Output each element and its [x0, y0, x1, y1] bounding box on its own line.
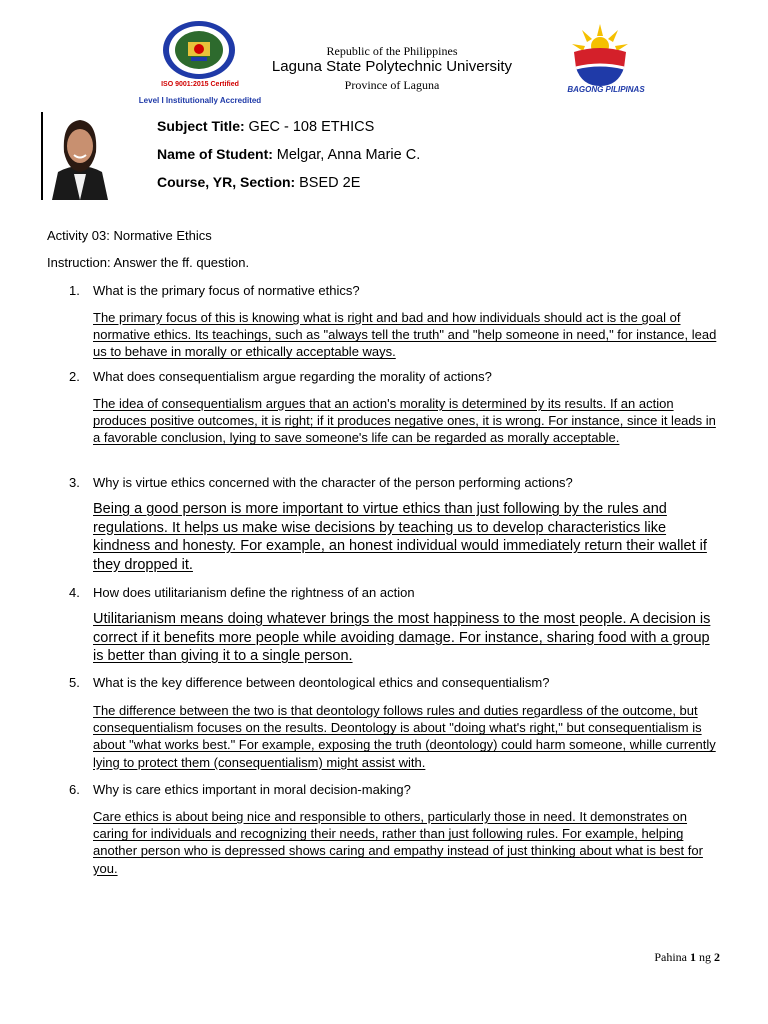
question-number: 6. — [69, 782, 80, 797]
course-label: Course, YR, Section: — [157, 174, 296, 190]
activity-title: Activity 03: Normative Ethics — [47, 228, 212, 243]
page-middle: ng — [699, 950, 711, 964]
answer-text: Utilitarianism means doing whatever brings the most happiness to the most people. A decision is correct if it benefits more people while avoiding damage. For instance, sharing food with a group is better than giving it to a single person. — [93, 611, 711, 664]
province-label: Province of Laguna — [344, 78, 440, 92]
photo-border — [41, 112, 43, 200]
question-text: How does utilitarianism define the rightness of an action — [93, 585, 415, 600]
name-label: Name of Student: — [157, 146, 273, 162]
name-value: Melgar, Anna Marie C. — [276, 147, 421, 163]
page-current: 1 — [690, 950, 696, 964]
question-text: What is the key difference between deontological ethics and consequentialism? — [93, 675, 550, 690]
accreditation-label: Level I Institutionally Accredited — [138, 96, 262, 105]
subject-value: GEC - 108 ETHICS — [248, 119, 375, 135]
question-number: 1. — [69, 283, 80, 298]
bagong-pilipinas-text: BAGONG PILIPINAS — [567, 85, 645, 94]
question-text: Why is care ethics important in moral decision-making? — [93, 782, 411, 797]
university-name: Laguna State Polytechnic University — [271, 58, 513, 75]
question-number: 4. — [69, 585, 80, 600]
answer-text: The idea of consequentialism argues that an action's morality is determined by its results. If an action produces positive outcomes, it is right; if it produces negative ones, it is wrong. For instance, since it leads in a favorable conclusion, lying to save someone's life can be regarded as morally acceptable. — [93, 396, 716, 446]
question-number: 3. — [69, 475, 80, 490]
instruction-text: Instruction: Answer the ff. question. — [47, 255, 250, 270]
answer-text: Care ethics is about being nice and responsible to others, particularly those in need. It demonstrates on caring for individuals and recognizing their needs, rather than just following rules. For example, helping another person who is depressed shows caring and empathy instead of just thinking about what is best for you. — [93, 809, 703, 876]
republic-label: Republic of the Philippines — [326, 44, 458, 58]
page-prefix: Pahina — [654, 950, 687, 964]
page-total: 2 — [714, 950, 720, 964]
page-number — [654, 950, 720, 965]
question-text: Why is virtue ethics concerned with the character of the person performing actions? — [93, 475, 573, 490]
question-number: 2. — [69, 369, 80, 384]
lspu-seal — [158, 20, 240, 80]
question-text: What is the primary focus of normative ethics? — [93, 283, 360, 298]
answer-text: The difference between the two is that deontology follows rules and duties regardless of the outcome, but consequentialism focuses on the results. Deontology is about "doing what's right," but consequentialism is about "what works best." For example, exposing the truth (deontology) could harm someone, whille currently lying to protect them (consequentialism) might assist with. — [93, 703, 716, 770]
name-row — [157, 146, 420, 163]
iso-certification: ISO 9001:2015 Certified — [161, 81, 239, 88]
question-text: What does consequentialism argue regarding the morality of actions? — [93, 369, 492, 384]
answer-text: The primary focus of this is knowing what is right and bad and how individuals should act is the goal of normative ethics. Its teachings, such as "always tell the truth" and "help someone in need," for instance, lead us to behave in morally or ethically acceptable ways. — [93, 310, 717, 360]
course-value: BSED 2E — [299, 175, 361, 191]
course-row — [157, 174, 360, 191]
answer-text: Being a good person is more important to virtue ethics than just following by the rules and regulations. It helps us make wise decisions by teaching us to develop characteristics like kindness and honesty. For example, an honest individual would immediately return their wallet if they dropped it. — [93, 501, 707, 573]
question-number: 5. — [69, 675, 80, 690]
bagong-pilipinas-logo — [568, 22, 632, 88]
subject-row — [157, 118, 374, 135]
subject-label: Subject Title: — [157, 118, 245, 134]
student-photo — [44, 112, 116, 200]
